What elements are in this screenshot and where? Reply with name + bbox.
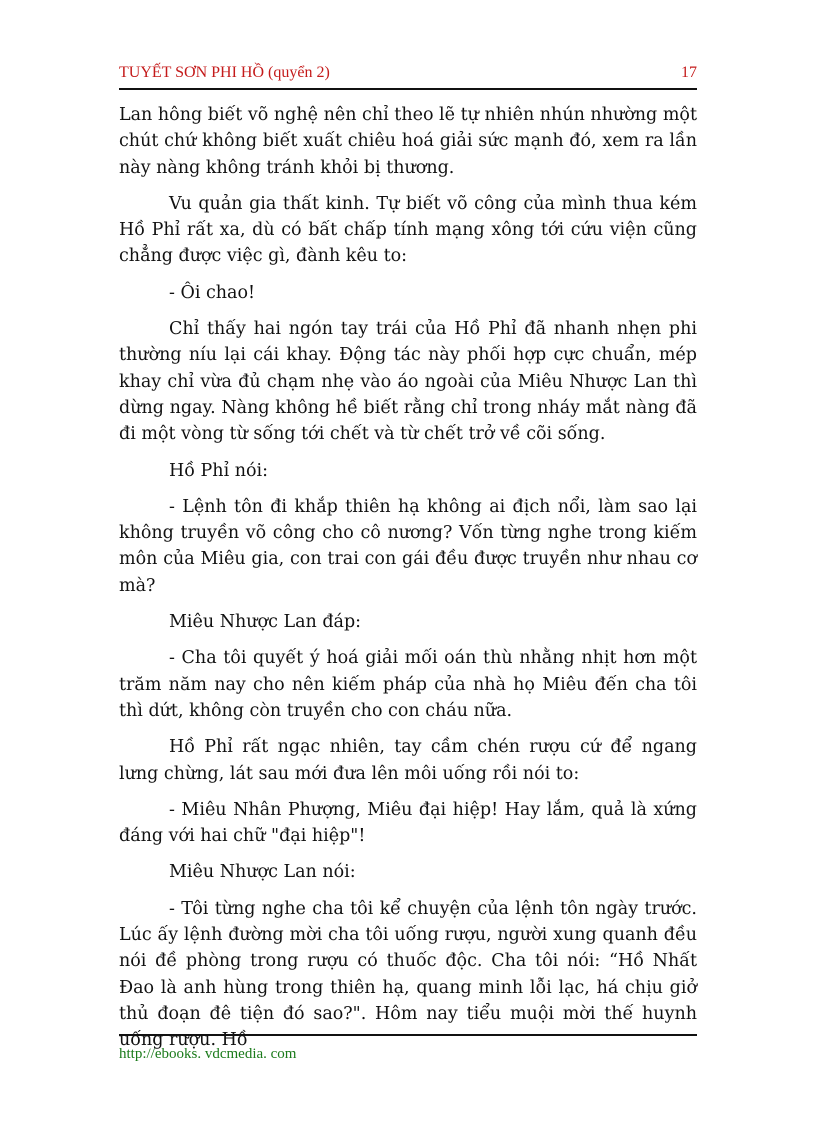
paragraph: - Tôi từng nghe cha tôi kể chuyện của lệnh tôn ngày trước. Lúc ấy lệnh đường mời cha tôi uống rượu, người xung quanh đều nói đề phòng trong rượu có thuốc độc. Cha tôi nói: “Hồ Nhất Đao là anh hùng trong thiên hạ, quang minh lỗi lạc, há chịu giở thủ đoạn đê tiện đó sao?". Hôm nay tiểu muội mời thế huynh uống rượu. Hồ: [119, 898, 697, 1051]
footer-divider: [119, 1034, 697, 1036]
paragraph: Vu quản gia thất kinh. Tự biết võ công của mình thua kém Hồ Phỉ rất xa, dù có bất chấp tính mạng xông tới cứu viện cũng chẳng được việc gì, đành kêu to:: [119, 193, 697, 267]
paragraph: - Cha tôi quyết ý hoá giải mối oán thù nhằng nhịt hơn một trăm năm nay cho nên kiếm pháp của nhà họ Miêu đến cha tôi thì dứt, không còn truyền cho con cháu nữa.: [119, 648, 697, 721]
paragraph: Miêu Nhược Lan đáp:: [169, 612, 362, 633]
paragraph: Hồ Phỉ rất ngạc nhiên, tay cầm chén rượu cứ để ngang lưng chừng, lát sau mới đưa lên môi uống rồi nói to:: [119, 737, 697, 784]
paragraph: Hồ Phỉ nói:: [169, 460, 269, 481]
paragraph: - Lệnh tôn đi khắp thiên hạ không ai địch nổi, làm sao lại không truyền võ công cho cô nương? Vốn từng nghe trong kiếm môn của Miêu gia, con trai con gái đều được truyền như nhau cơ mà?: [119, 496, 697, 596]
page-number: 17: [681, 64, 697, 81]
book-title: TUYẾT SƠN PHI HỒ (quyển 2): [119, 64, 330, 81]
page-header: [119, 62, 697, 90]
paragraph: Miêu Nhược Lan nói:: [169, 862, 356, 883]
paragraph: Lan hông biết võ nghệ nên chỉ theo lẽ tự nhiên nhún nhường một chút chứ không biết xuất chiêu hoá giải sức mạnh đó, xem ra lần này nàng không tránh khỏi bị thương.: [119, 105, 697, 178]
paragraph: - Miêu Nhân Phượng, Miêu đại hiệp! Hay lắm, quả là xứng đáng với hai chữ "đại hiệp"!: [119, 799, 697, 847]
page-body: [119, 102, 697, 1064]
footer-url-link[interactable]: http://ebooks. vdcmedia. com: [119, 1046, 297, 1062]
paragraph: - Ôi chao!: [169, 282, 256, 303]
paragraph: Chỉ thấy hai ngón tay trái của Hồ Phỉ đã nhanh nhẹn phi thường níu lại cái khay. Động tác này phối hợp cực chuẩn, mép khay chỉ vừa đủ chạm nhẹ vào áo ngoài của Miêu Nhược Lan thì dừng ngay. Nàng không hề biết rằng chỉ trong nháy mắt nàng đã đi một vòng từ sống tới chết và từ chết trở về cõi sống.: [119, 319, 697, 445]
